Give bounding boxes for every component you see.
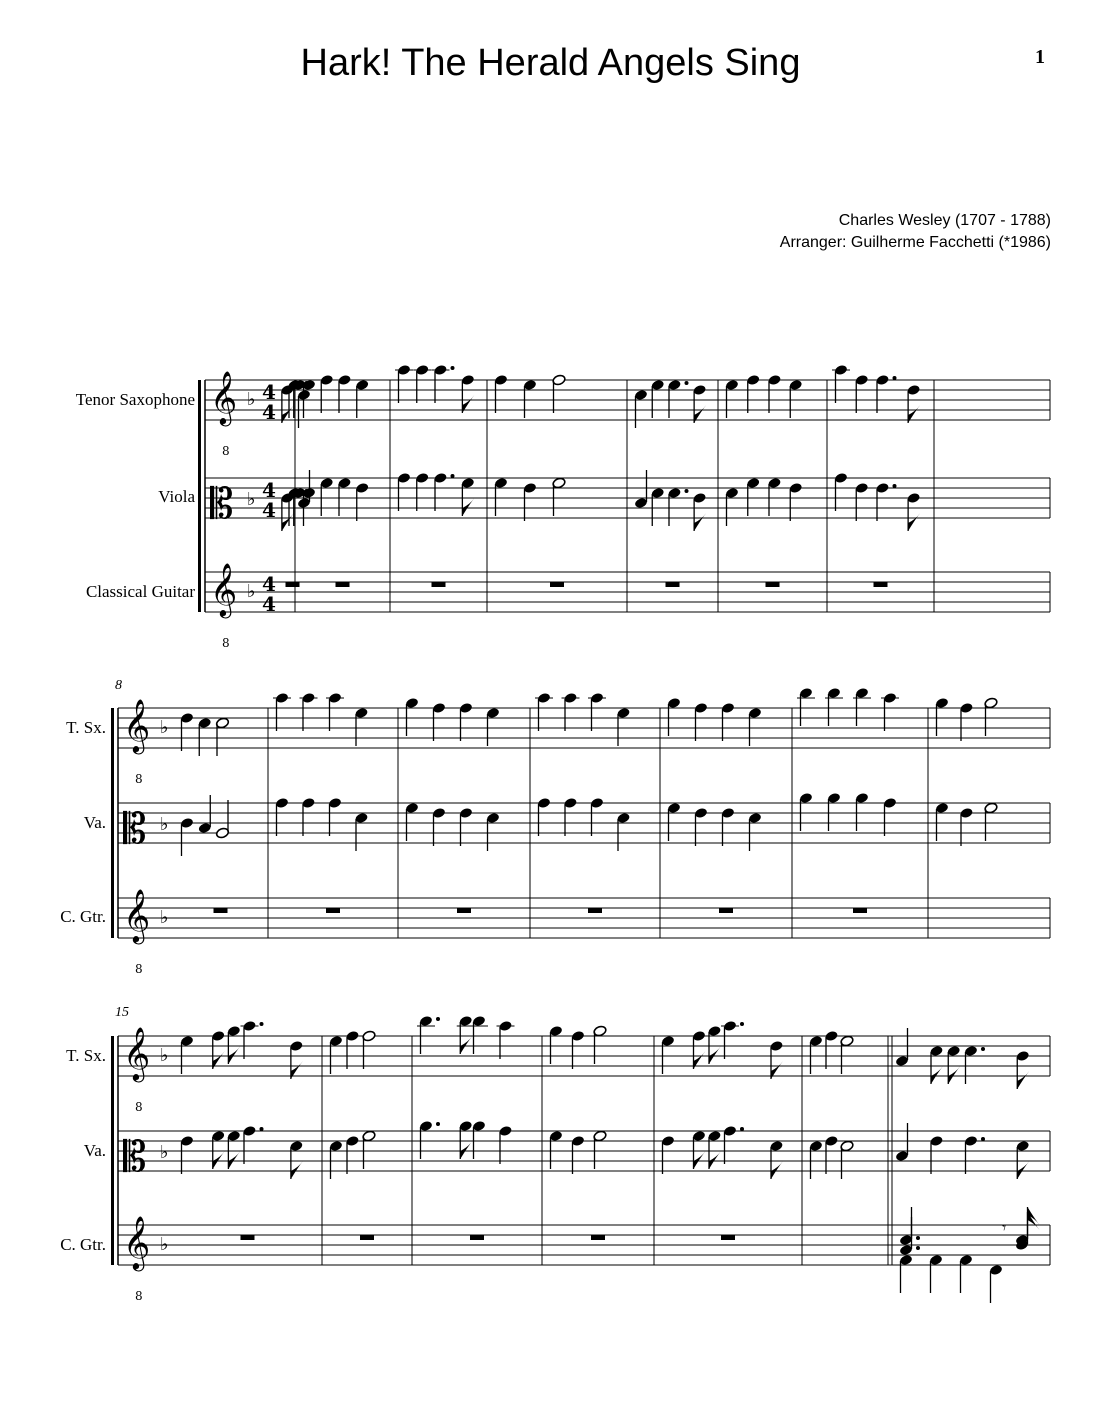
flag bbox=[709, 1046, 721, 1064]
clef-octave-mark: 8 bbox=[222, 636, 230, 650]
system-bracket bbox=[198, 380, 201, 612]
flag bbox=[694, 513, 706, 531]
whole-rest bbox=[550, 582, 564, 587]
flag bbox=[709, 1151, 721, 1169]
whole-rest bbox=[326, 908, 340, 913]
flag bbox=[771, 1161, 783, 1179]
dot bbox=[740, 1022, 744, 1026]
time-signature-top: 4 bbox=[262, 572, 276, 596]
whole-rest bbox=[719, 908, 733, 913]
whole-rest bbox=[588, 908, 602, 913]
time-signature-top: 4 bbox=[262, 380, 276, 404]
flat-sign: ♭ bbox=[160, 1045, 169, 1066]
instrument-label-tenor-sax: Tenor Saxophone bbox=[75, 390, 195, 409]
flag bbox=[460, 1141, 472, 1159]
instrument-label-viola-short: Va. bbox=[83, 813, 106, 832]
clef-octave-mark: 8 bbox=[135, 1289, 143, 1303]
dot bbox=[685, 381, 689, 385]
instrument-label-guitar: Classical Guitar bbox=[85, 582, 195, 601]
time-signature-bottom: 4 bbox=[262, 400, 276, 424]
flat-sign: ♭ bbox=[160, 1142, 169, 1163]
composer-credit: Charles Wesley (1707 - 1788) bbox=[838, 212, 1051, 229]
page-number: 1 bbox=[1035, 46, 1045, 68]
flat-sign: ♭ bbox=[160, 717, 169, 738]
time-signature-bottom: 4 bbox=[262, 592, 276, 616]
clef-octave-mark: 8 bbox=[135, 962, 143, 976]
dot bbox=[893, 376, 897, 380]
instrument-label-guitar-short: C. Gtr. bbox=[60, 907, 106, 926]
instrument-label-guitar-short: C. Gtr. bbox=[60, 1235, 106, 1254]
dot bbox=[436, 1017, 440, 1021]
arranger-credit: Arranger: Guilherme Facchetti (*1986) bbox=[779, 234, 1051, 251]
alto-clef: 𝄡 bbox=[123, 804, 147, 853]
measure-number: 8 bbox=[115, 678, 122, 693]
whole-rest bbox=[766, 582, 780, 587]
clef-octave-mark: 8 bbox=[135, 772, 143, 786]
treble-clef: 𝄞 bbox=[210, 370, 238, 424]
treble-clef: 𝄞 bbox=[123, 1215, 151, 1269]
flag bbox=[460, 1036, 472, 1054]
flag bbox=[931, 1066, 943, 1084]
flag bbox=[694, 1151, 706, 1169]
system-bracket bbox=[111, 708, 114, 938]
flag bbox=[291, 1161, 303, 1179]
dot bbox=[740, 1127, 744, 1131]
flat-sign: ♭ bbox=[247, 389, 256, 410]
dot bbox=[436, 1122, 440, 1126]
page-title: Hark! The Herald Angels Sing bbox=[300, 42, 801, 84]
whole-rest bbox=[721, 1235, 735, 1240]
whole-rest bbox=[214, 908, 228, 913]
whole-rest bbox=[666, 582, 680, 587]
alto-clef: 𝄡 bbox=[210, 479, 234, 528]
dot bbox=[916, 1236, 920, 1240]
treble-clef: 𝄞 bbox=[123, 1026, 151, 1080]
time-signature-bottom: 4 bbox=[262, 498, 276, 522]
instrument-label-viola: Viola bbox=[158, 487, 195, 506]
flag bbox=[1017, 1161, 1029, 1179]
whole-rest bbox=[360, 1235, 374, 1240]
alto-clef: 𝄡 bbox=[123, 1132, 147, 1181]
flag bbox=[282, 513, 294, 531]
dot bbox=[260, 1022, 264, 1026]
instrument-label-tenor-sax-short: T. Sx. bbox=[66, 1046, 106, 1065]
flat-sign: ♭ bbox=[247, 489, 256, 510]
flag bbox=[908, 513, 920, 531]
instrument-label-tenor-sax-short: T. Sx. bbox=[66, 718, 106, 737]
dot bbox=[893, 484, 897, 488]
whole-rest bbox=[853, 908, 867, 913]
flat-sign: ♭ bbox=[160, 907, 169, 928]
treble-clef: 𝄞 bbox=[210, 562, 238, 616]
flat-sign: ♭ bbox=[247, 581, 256, 602]
dot bbox=[685, 489, 689, 493]
flat-sign: ♭ bbox=[160, 1234, 169, 1255]
flag bbox=[948, 1066, 960, 1084]
whole-rest bbox=[874, 582, 888, 587]
time-signature-top: 4 bbox=[262, 478, 276, 502]
measure-number: 15 bbox=[115, 1005, 129, 1020]
clef-octave-mark: 8 bbox=[222, 444, 230, 458]
whole-rest bbox=[470, 1235, 484, 1240]
treble-clef: 𝄞 bbox=[123, 698, 151, 752]
system-bracket bbox=[111, 1036, 114, 1265]
dot bbox=[451, 366, 455, 370]
whole-rest bbox=[336, 582, 350, 587]
treble-clef: 𝄞 bbox=[123, 888, 151, 942]
whole-rest bbox=[286, 582, 300, 587]
clef-octave-mark: 8 bbox=[135, 1100, 143, 1114]
instrument-label-viola-short: Va. bbox=[83, 1141, 106, 1160]
flag bbox=[213, 1151, 225, 1169]
flat-sign: ♭ bbox=[160, 814, 169, 835]
eighth-rest: 𝄾 bbox=[1002, 1218, 1007, 1237]
flag bbox=[1017, 1071, 1029, 1089]
dot bbox=[451, 474, 455, 478]
whole-rest bbox=[432, 582, 446, 587]
dot bbox=[981, 1137, 985, 1141]
dot bbox=[260, 1127, 264, 1131]
dot bbox=[916, 1246, 920, 1250]
flag bbox=[228, 1151, 240, 1169]
flag bbox=[228, 1046, 240, 1064]
flag bbox=[462, 498, 474, 516]
whole-rest bbox=[457, 908, 471, 913]
whole-rest bbox=[591, 1235, 605, 1240]
dot bbox=[981, 1047, 985, 1051]
whole-rest bbox=[241, 1235, 255, 1240]
